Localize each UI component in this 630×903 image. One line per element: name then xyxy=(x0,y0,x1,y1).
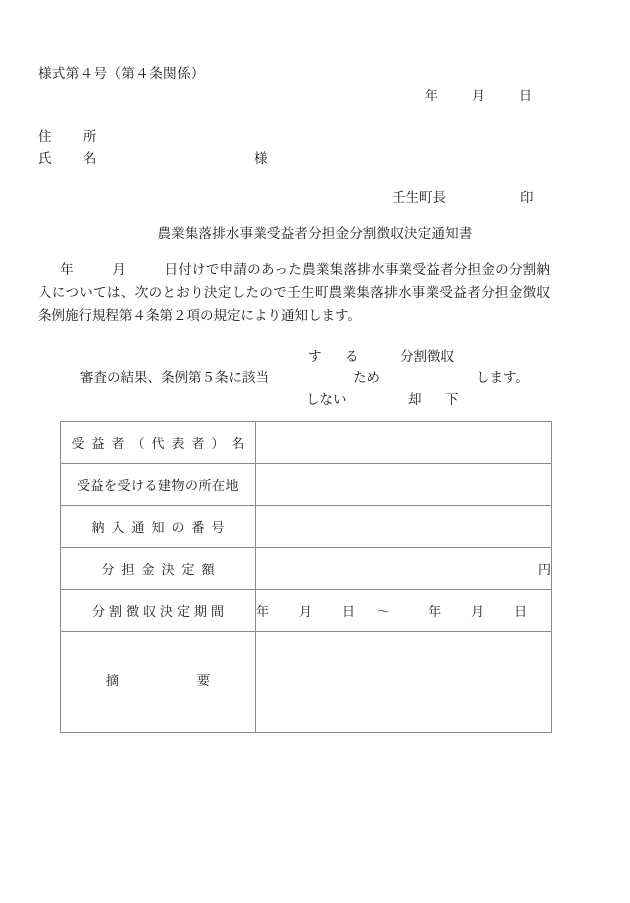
row-label-beneficiary-name xyxy=(61,422,256,464)
label-text: 分割徴収決定期間 xyxy=(91,604,228,619)
seal-mark: 印 xyxy=(520,190,534,205)
issuer-block xyxy=(392,186,534,206)
row-label-collection-period xyxy=(61,590,256,632)
recipient-address-row xyxy=(38,126,106,148)
decision-sentence xyxy=(38,344,550,410)
decision-lead: 審査の結果、条例第５条に該当 xyxy=(80,370,269,385)
decision-option-shinai[interactable]: しない xyxy=(306,392,347,407)
row-label-payment-notice-number xyxy=(61,506,256,548)
period-start-year: 年 xyxy=(256,604,270,619)
decision-option-bunkatsu-choshu[interactable]: 分割徴収 xyxy=(400,349,454,364)
period-separator: ～ xyxy=(377,604,391,619)
table-row xyxy=(61,632,552,733)
issue-date-line xyxy=(425,85,532,104)
body-paragraph xyxy=(38,258,550,327)
label-text: 納入通知の番号 xyxy=(91,520,232,535)
issue-date-day: 日 xyxy=(519,88,533,103)
label-text: 分担金決定額 xyxy=(101,562,222,577)
row-value-decided-amount[interactable] xyxy=(256,548,552,590)
body-year: 年 xyxy=(60,262,75,277)
decision-connector: ため xyxy=(353,370,380,385)
remarks-label-char2: 要 xyxy=(197,673,211,688)
row-value-collection-period[interactable] xyxy=(256,590,552,632)
recipient-name-row xyxy=(38,148,268,170)
row-value-building-location[interactable] xyxy=(256,464,552,506)
body-month: 月 xyxy=(112,262,127,277)
table-row xyxy=(61,548,552,590)
decision-tail: します。 xyxy=(476,370,529,385)
recipient-address-label: 住 所 xyxy=(38,129,106,144)
recipient-honorific: 様 xyxy=(254,151,268,166)
table-row xyxy=(61,464,552,506)
row-value-payment-notice-number[interactable] xyxy=(256,506,552,548)
recipient-name-label: 氏 名 xyxy=(38,151,106,166)
period-end-day: 日 xyxy=(514,604,528,619)
form-number: 様式第４号（第４条関係） xyxy=(38,66,205,81)
body-main-text: 付けで申請のあった農業集落排水事業受益者分担金の分割納入については、次のとおり決定したので壬生町農業集落排水事業受益者分担金徴収条例施行規程第４条第２項の規定により通知します。 xyxy=(38,262,551,323)
row-label-building-location xyxy=(61,464,256,506)
table-row xyxy=(61,590,552,632)
body-day: 日 xyxy=(164,262,179,277)
decision-option-suru[interactable]: す る xyxy=(308,349,364,364)
label-text: 受益を受ける建物の所在地 xyxy=(76,478,239,493)
row-label-remarks xyxy=(61,632,256,733)
currency-unit: 円 xyxy=(537,562,551,577)
document-title: 農業集落排水事業受益者分担金分割徴収決定通知書 xyxy=(157,226,473,241)
row-value-remarks[interactable] xyxy=(256,632,552,733)
period-start-day: 日 xyxy=(342,604,356,619)
period-end-month: 月 xyxy=(471,604,485,619)
table-row xyxy=(61,422,552,464)
recipient-block xyxy=(38,126,268,170)
decision-detail-table xyxy=(60,421,552,733)
remarks-label-char1: 摘 xyxy=(105,673,119,688)
table-row xyxy=(61,506,552,548)
row-value-beneficiary-name[interactable] xyxy=(256,422,552,464)
issuer-name: 壬生町長 xyxy=(392,190,446,205)
decision-option-kyakka[interactable]: 却 下 xyxy=(408,392,464,407)
label-text: 受益者（代表者）名 xyxy=(71,436,252,451)
period-start-month: 月 xyxy=(299,604,313,619)
issue-date-month: 月 xyxy=(472,88,486,103)
period-end-year: 年 xyxy=(428,604,442,619)
row-label-decided-amount xyxy=(61,548,256,590)
issue-date-year: 年 xyxy=(425,88,439,103)
